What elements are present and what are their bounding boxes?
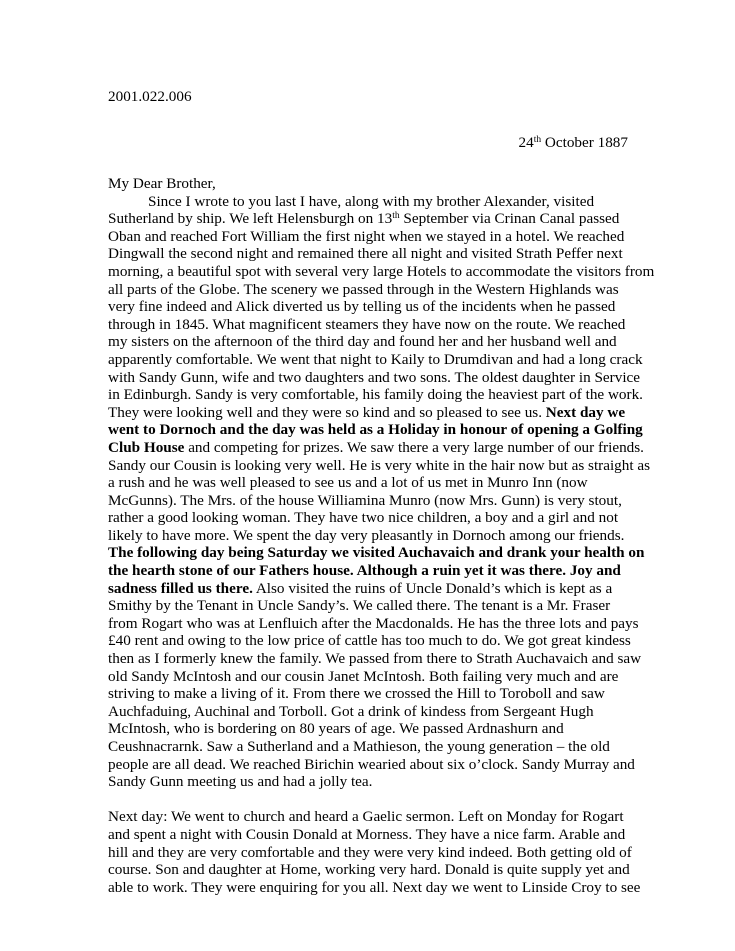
- text-line: Dingwall the second night and remained there all night and visited Strath Peffer next: [108, 245, 623, 263]
- text-line: McGunns). The Mrs. of the house Williamina Munro (now Mrs. Gunn) is very stout,: [108, 491, 622, 509]
- letter-date: [519, 134, 628, 152]
- archive-reference: 2001.022.006: [108, 88, 192, 105]
- text-line: Ceushnacrarnk. Saw a Sutherland and a Mathieson, the young generation – the old: [108, 738, 610, 755]
- bold-span: the hearth stone of our Fathers house. Although a ruin yet it was there.: [108, 562, 570, 580]
- text-line: very fine indeed and Alick diverted us by telling us of the incidents when he passed: [108, 298, 616, 316]
- text-line: [108, 580, 630, 598]
- text-line: £40 rent and owing to the low price of cattle has too much to do. We got great kindess: [108, 632, 631, 650]
- bold-span: The following day being Saturday we visited Auchavaich and drank your health on: [108, 544, 645, 562]
- letter-body: [108, 175, 655, 896]
- text-line: [108, 562, 630, 580]
- text-line: Since I wrote to you last I have, along with my brother Alexander, visited: [148, 192, 595, 210]
- text-line: [108, 210, 630, 228]
- paragraph-gap: [108, 791, 630, 809]
- text-line: a rush and he was well pleased to see us and a lot of us met in Munro Inn (now: [108, 474, 588, 492]
- text-line: Auchfaduing, Auchinal and Torboll. Got a drink of kindess from Sergeant Hugh: [108, 702, 594, 720]
- text-line: hill and they are very comfortable and they were very kind indeed. Both getting old of: [108, 843, 632, 861]
- text-span: and competing for prizes. We saw there a very large number of our friends.: [184, 438, 644, 456]
- bold-span: sadness filled us there.: [108, 579, 253, 597]
- text-line: morning, a beautiful spot with several very large Hotels to accommodate the visitors from: [108, 262, 655, 280]
- text-line: people are all dead. We reached Birichin wearied about six o’clock. Sandy Murray and: [108, 755, 635, 773]
- date-day: 24: [518, 134, 534, 151]
- text-line: striving to make a living of it. From there we crossed the Hill to Toroboll and saw: [108, 685, 605, 703]
- text-line: McIntosh, who is bordering on 80 years of age. We passed Ardnashurn and: [108, 720, 564, 738]
- text-line: Sandy Gunn meeting us and had a jolly tea.: [108, 773, 373, 791]
- text-line: with Sandy Gunn, wife and two daughters and two sons. The oldest daughter in Service: [108, 368, 641, 386]
- text-line: Smithy by the Tenant in Uncle Sandy’s. We called there. The tenant is a Mr. Fraser: [108, 597, 611, 615]
- text-span: September via Crinan Canal passed: [399, 210, 620, 228]
- salutation: My Dear Brother,: [108, 175, 216, 192]
- text-line: through in 1845. What magnificent steamers they have now on the route. We reached: [108, 315, 626, 333]
- text-span: Also visited the ruins of Uncle Donald’s which is kept as a: [252, 579, 613, 597]
- text-line: old Sandy McIntosh and our cousin Janet McIntosh. Both failing very much and are: [108, 667, 619, 685]
- text-line: apparently comfortable. We went that night to Kaily to Drumdivan and had a long crack: [108, 350, 643, 368]
- text-line: [108, 404, 630, 422]
- text-line: all parts of the Globe. The scenery we passed through in the Western Highlands was: [108, 280, 619, 298]
- text-line: likely to have more. We spent the day very pleasantly in Dornoch among our friends.: [108, 526, 625, 544]
- date-suffix: th: [533, 135, 542, 145]
- date-rest: October 1887: [541, 134, 628, 151]
- ordinal-suffix: th: [392, 211, 400, 222]
- text-line: from Rogart who was at Lenfluich after the Macdonalds. He has the three lots and pays: [108, 614, 639, 632]
- text-line: Next day: We went to church and heard a Gaelic sermon. Left on Monday for Rogart: [108, 808, 624, 826]
- text-line: course. Son and daughter at Home, working very hard. Donald is quite supply yet and: [108, 861, 630, 879]
- text-span: Sutherland by ship. We left Helensburgh on 13: [108, 210, 393, 228]
- text-line: [108, 544, 645, 562]
- text-line: rather a good looking woman. They have two nice children, a boy and a girl and not: [108, 509, 619, 527]
- text-line: Oban and reached Fort William the first night when we stayed in a hotel. We reached: [108, 227, 625, 245]
- text-line: [108, 421, 643, 439]
- bold-span: Next day we: [545, 403, 626, 421]
- bold-span: Club House: [108, 438, 185, 456]
- text-line: Sandy our Cousin is looking very well. He is very white in the hair now but as straight as: [108, 456, 651, 474]
- bold-span: went to Dornoch and the day was held as a Holiday in honour of opening a Golfing: [108, 421, 643, 439]
- text-line: in Edinburgh. Sandy is very comfortable, his family doing the heaviest part of the work.: [108, 386, 643, 404]
- bold-span: Joy and: [569, 562, 621, 580]
- text-line: my sisters on the afternoon of the third day and found her and her husband well and: [108, 333, 617, 351]
- text-span: They were looking well and they were so kind and so pleased to see us.: [108, 403, 546, 421]
- text-line: [108, 438, 644, 457]
- text-line: then as I formerly knew the family. We passed from there to Strath Auchavaich and saw: [108, 650, 642, 668]
- text-line: and spent a night with Cousin Donald at Morness. They have a nice farm. Arable and: [108, 825, 626, 843]
- text-line: able to work. They were enquiring for you all. Next day we went to Linside Croy to see: [108, 878, 641, 896]
